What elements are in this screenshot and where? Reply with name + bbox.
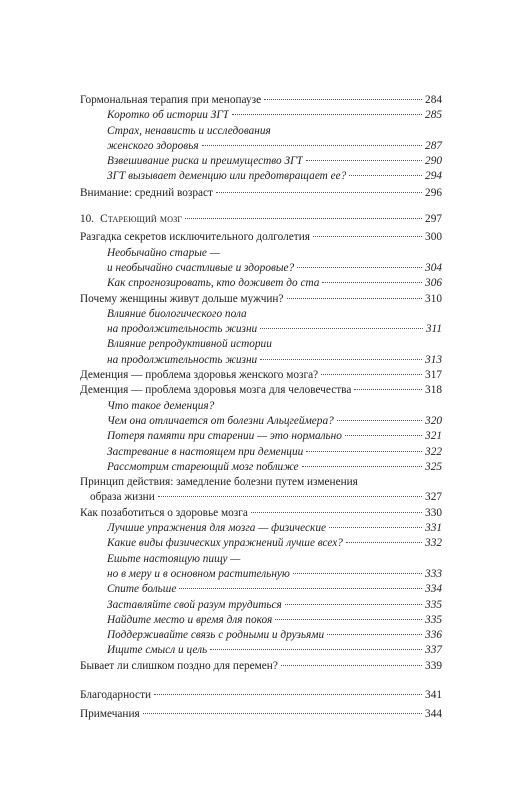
dot-leader	[329, 527, 422, 528]
toc-entry-title: Страх, ненависть и исследования	[107, 124, 271, 137]
toc-subentry	[80, 445, 442, 460]
page-number: 296	[425, 186, 442, 199]
toc-entry-title: Как позаботиться о здоровье мозга	[80, 506, 248, 519]
toc-subentry	[80, 108, 442, 123]
page-number: 341	[425, 688, 442, 701]
dot-leader	[293, 573, 422, 574]
toc-entry-title: Заставляйте свой разум трудиться	[107, 598, 282, 611]
page-number: 332	[425, 537, 442, 550]
dot-leader	[179, 588, 422, 589]
toc-entry-title: Поддерживайте связь с родными и друзьями	[107, 629, 325, 642]
toc-entry	[80, 292, 442, 307]
toc-entry-title: Спите больше	[107, 583, 177, 596]
toc-subentry	[80, 337, 442, 368]
toc-subentry	[80, 552, 442, 583]
page-number: 313	[425, 353, 442, 366]
dot-leader	[251, 512, 422, 513]
toc-entry-title: ЗГТ вызывает деменцию или предотвращает ее?	[107, 170, 347, 183]
dot-leader	[306, 160, 422, 161]
toc-entry-title: Потеря памяти при старении — это нормально	[107, 430, 342, 443]
toc-entry-title: Деменция — проблема здоровья мозга для человечества	[80, 384, 352, 397]
toc-entry-title: Что такое деменция?	[107, 399, 215, 412]
chapter-number: 10.	[80, 213, 95, 226]
toc-entry-title: Застревание в настоящем при деменции	[107, 445, 304, 458]
toc-subentry	[80, 598, 442, 613]
chapter-heading	[80, 212, 442, 227]
page-number: 310	[425, 292, 442, 305]
toc-entry-title: на продолжительность жизни	[107, 353, 258, 366]
page-number: 294	[425, 170, 442, 183]
toc-entry-title: Влияние репродуктивной истории	[107, 338, 272, 351]
page-number: 331	[425, 522, 442, 535]
toc-subentry	[80, 521, 442, 536]
toc-entry-title: на продолжительность жизни	[107, 323, 258, 336]
toc-entry-title: Деменция — проблема здоровья женского мозга?	[80, 369, 319, 382]
toc-entry-title: Бывает ли слишком поздно для перемен?	[80, 659, 278, 672]
page-number: 320	[425, 414, 442, 427]
toc-entry-title: Чем она отличается от болезни Альцгеймера?	[107, 414, 334, 427]
dot-leader	[302, 466, 422, 467]
toc-subentry	[80, 613, 442, 628]
dot-leader	[337, 420, 422, 421]
toc-entry	[80, 230, 442, 245]
toc-entry	[80, 659, 442, 674]
dot-leader	[321, 374, 422, 375]
toc-entry	[80, 186, 442, 201]
dot-leader	[275, 619, 422, 620]
toc-entry-title: Гормональная терапия при менопаузе	[80, 94, 262, 106]
toc-entry-title: Внимание: средний возраст	[80, 186, 213, 199]
page-number: 284	[425, 94, 442, 106]
dot-leader	[158, 496, 422, 497]
toc-entry	[80, 506, 442, 521]
toc-entry	[80, 93, 442, 108]
toc-subentry	[80, 246, 442, 277]
page-number: 325	[425, 460, 442, 473]
toc-entry	[80, 707, 442, 722]
toc-entry-title: Необычайно старые —	[107, 246, 220, 259]
dot-leader	[285, 604, 422, 605]
page-number: 287	[425, 139, 442, 152]
dot-leader	[260, 328, 423, 329]
toc-subentry	[80, 399, 442, 430]
toc-entry	[80, 383, 442, 398]
toc-entry	[80, 368, 442, 383]
toc-entry-title: Как спрогнозировать, кто доживет до ста	[107, 277, 320, 290]
page-number: 330	[425, 506, 442, 519]
page-number: 317	[425, 369, 442, 382]
dot-leader	[345, 435, 422, 436]
toc-entry-title: Коротко об истории ЗГТ	[107, 109, 230, 122]
dot-leader	[306, 451, 422, 452]
toc-entry-title: Найдите место и время для покоя	[107, 613, 273, 626]
toc-entry-title: Какие виды физических упражнений лучше всех?	[107, 537, 343, 550]
page-number: 285	[425, 109, 442, 122]
dot-leader	[232, 114, 422, 115]
dot-leader	[346, 542, 422, 543]
table-of-contents	[80, 93, 442, 723]
toc-entry-title: Рассмотрим стареющий мозг поближе	[107, 460, 299, 473]
page-number: 304	[425, 261, 442, 274]
toc-entry-title: Примечания	[80, 708, 140, 721]
toc-subentry	[80, 154, 442, 169]
toc-subentry	[80, 628, 442, 643]
dot-leader	[322, 282, 422, 283]
dot-leader	[313, 236, 422, 237]
toc-entry-title: женского здоровья	[107, 139, 199, 152]
page-number: 306	[425, 277, 442, 290]
dot-leader	[281, 665, 422, 666]
toc-entry	[80, 475, 442, 506]
dot-leader	[143, 713, 422, 714]
toc-entry-title: Лучшие упражнения для мозга — физические	[107, 522, 327, 535]
toc-entry-title: образа жизни	[90, 491, 155, 504]
toc-entry-title: Почему женщины живут дольше мужчин?	[80, 292, 284, 305]
page-number: 335	[425, 598, 442, 611]
toc-subentry	[80, 536, 442, 551]
page-number: 334	[425, 583, 442, 596]
toc-entry-title: Влияние биологического пола	[107, 307, 247, 320]
dot-leader	[349, 175, 422, 176]
toc-entry-title: Благодарности	[80, 688, 152, 701]
page-number: 335	[425, 613, 442, 626]
dot-leader	[297, 267, 422, 268]
toc-subentry	[80, 643, 442, 658]
page-number: 336	[425, 629, 442, 642]
page-number: 322	[425, 445, 442, 458]
page-number: 318	[425, 384, 442, 397]
page-number: 321	[425, 430, 442, 443]
toc-subentry	[80, 276, 442, 291]
dot-leader	[216, 192, 422, 193]
toc-subentry	[80, 582, 442, 597]
toc-subentry	[80, 307, 442, 338]
dot-leader	[354, 389, 422, 390]
dot-leader	[260, 359, 422, 360]
dot-leader	[202, 145, 422, 146]
page-number: 327	[425, 491, 442, 504]
toc-entry-title: Ешьте настоящую пищу —	[107, 552, 241, 565]
dot-leader	[264, 99, 422, 100]
dot-leader	[327, 634, 422, 635]
page-number: 311	[425, 323, 442, 336]
dot-leader	[154, 694, 422, 695]
toc-subentry	[80, 124, 442, 155]
toc-entry-title: и необычайно счастливые и здоровые?	[107, 261, 295, 274]
page-number: 297	[425, 213, 442, 226]
page-number: 337	[425, 644, 442, 657]
toc-subentry	[80, 429, 442, 444]
page-number: 333	[425, 567, 442, 580]
toc-entry-title: Разгадка секретов исключительного долголетия	[80, 231, 310, 244]
toc-entry-title: Стареющий мозг	[100, 213, 183, 226]
page-number: 339	[425, 659, 442, 672]
toc-entry	[80, 688, 442, 703]
toc-entry-title: Ищите смысл и цель	[107, 644, 208, 657]
dot-leader	[210, 649, 422, 650]
toc-subentry	[80, 169, 442, 184]
toc-entry-title: Взвешивание риска и преимущество ЗГТ	[107, 155, 303, 168]
page-number: 300	[425, 231, 442, 244]
page-number: 290	[425, 155, 442, 168]
toc-subentry	[80, 460, 442, 475]
dot-leader	[185, 218, 422, 219]
toc-entry-title: но в меру и в основном растительную	[107, 567, 290, 580]
toc-entry-title: Принцип действия: замедление болезни путем изменения	[80, 476, 358, 489]
page-number: 344	[425, 708, 442, 721]
dot-leader	[287, 298, 423, 299]
